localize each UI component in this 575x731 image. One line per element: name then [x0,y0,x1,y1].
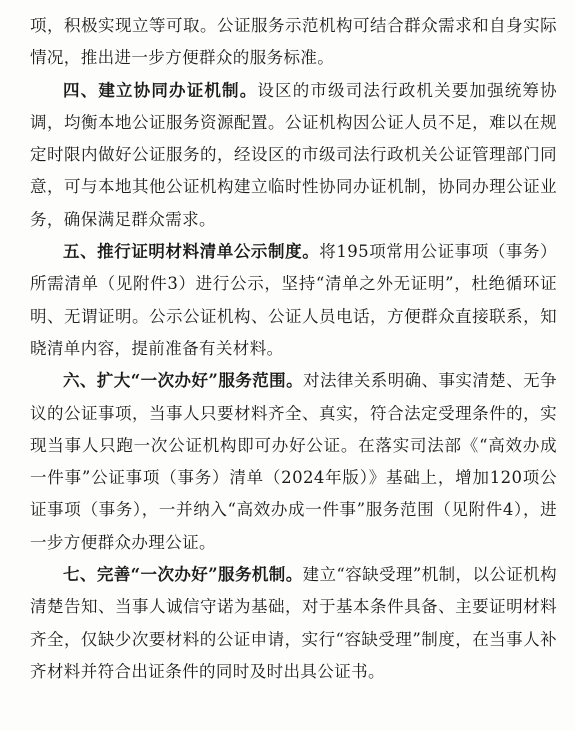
paragraph-text: 建立“容缺受理”机制，以公证机构清楚告知、当事人诚信守诺为基础，对于基本条件具备、主要证明材料齐全，仅缺少次要材料的公证申请，实行“容缺受理”制度，在当事人补齐材料并符合出证条件的同时及时出具公证书。 [30,565,557,681]
paragraph-section-7 [30,559,557,688]
paragraph-intro-tail [30,10,557,75]
paragraph-section-5 [30,236,557,365]
paragraph-text: 项，积极实现立等可取。公证服务示范机构可结合群众需求和自身实际情况，推出进一步方便群众的服务标准。 [30,16,557,68]
paragraph-text: 对法律关系明确、事实清楚、无争议的公证事项，当事人只要材料齐全、真实，符合法定受理条件的，实现当事人只跑一次公证机构即可办好公证。在落实司法部《“高效办成一件事”公证事项（事务）清单（2024年版）》基础上，增加120项公证事项（事务），一并纳入“高效办成一件事”服务范围（见附件4），进一步方便群众办理公证。 [30,371,558,552]
section-heading: 六、扩大“一次办好”服务范围。 [63,371,304,391]
paragraph-section-6 [30,365,557,559]
section-heading: 四、建立协同办证机制。 [63,80,258,100]
section-heading: 五、推行证明材料清单公示制度。 [63,242,320,262]
paragraph-text: 将195项常用公证事项（事务）所需清单（见附件3）进行公示，坚持“清单之外无证明”，杜绝循环证明、无谓证明。公示公证机构、公证人员电话，方便群众直接联系，知晓清单内容，提前准备有关材料。 [30,242,557,358]
paragraph-section-4 [30,75,557,236]
paragraph-text: 设区的市级司法行政机关要加强统筹协调，均衡本地公证服务资源配置。公证机构因公证人员不足，难以在规定时限内做好公证服务的，经设区的市级司法行政机关公证管理部门同意，可与本地其他公证机构建立临时性协同办证机制，协同办理公证业务，确保满足群众需求。 [30,80,557,229]
section-heading: 七、完善“一次办好”服务机制。 [63,565,303,585]
